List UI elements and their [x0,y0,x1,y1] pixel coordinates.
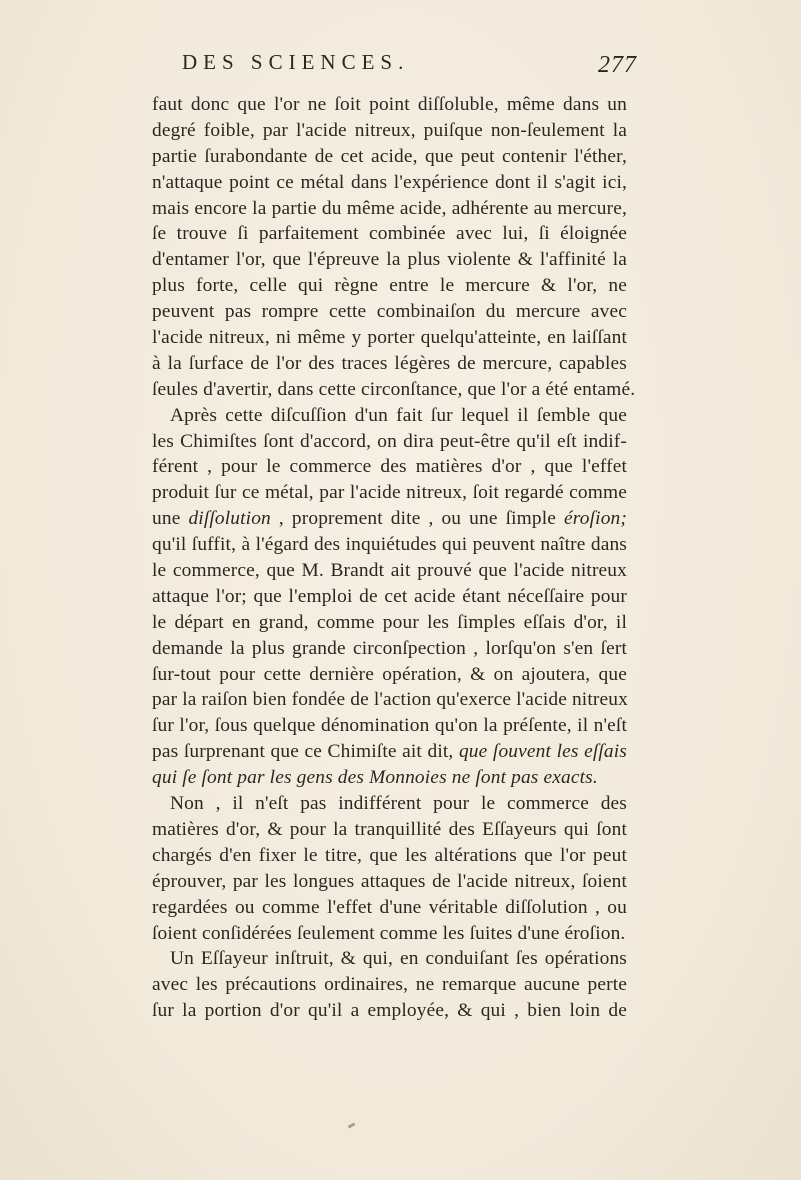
text-line: ſeules d'avertir, dans cette circonſtance, que l'or a été entamé. [152,378,636,400]
paragraph-start-line: Non , il n'eſt pas indifférent pour le commerce des [170,793,627,815]
paper-speck [348,1122,356,1128]
running-head [0,50,801,90]
text-line: qu'il ſuffit, à l'égard des inquiétudes qui peuvent naître dans [152,534,627,556]
text-line: regardées ou comme l'effet d'une véritable diſſolution , ou [152,896,627,918]
text-line: plus forte, celle qui règne entre le mercure & l'or, ne [152,275,627,297]
text-line: pas ſurprenant que ce Chimiſte ait dit, que ſouvent les eſſais [152,741,628,763]
text-line: d'entamer l'or, que l'épreuve la plus violente & l'affinité la [152,249,627,271]
text-line: éprouver, par les longues attaques de l'acide nitreux, ſoient [152,870,627,892]
text-line: attaque l'or; que l'emploi de cet acide étant néceſſaire pour [152,585,627,607]
text-line: le départ en grand, comme pour les ſimples eſſais d'or, il [152,611,627,633]
text-line [152,765,627,791]
text-line: demande la plus grande circonſpection , lorſqu'on s'en ſert [152,637,627,659]
text-line: une diſſolution , proprement dite , ou une ſimple éroſion; [152,508,627,530]
text-line: partie ſurabondante de cet acide, que peut contenir l'éther, [152,145,627,167]
italic-quote: que ſouvent les eſſais [458,741,628,763]
text-line: ſur l'or, ſous quelque dénomination qu'on la préſente, il n'eſt [152,715,627,737]
paragraph-start-line: Un Eſſayeur inſtruit, & qui, en conduiſant ſes opérations [170,948,627,970]
text-line: férent , pour le commerce des matières d'or , que l'effet [152,456,627,478]
text-line: produit ſur ce métal, par l'acide nitreux, ſoit regardé comme [152,482,627,504]
text-line: n'attaque point ce métal dans l'expérience dont il s'agit ici, [152,171,627,193]
text-line: degré foible, par l'acide nitreux, puiſque non-ſeulement la [152,119,627,141]
text-line: ſur la portion d'or qu'il a employée, & qui , bien loin de [152,1000,627,1022]
page-number: 277 [598,52,637,78]
text-line: ſe trouve ſi parfaitement combinée avec lui, ſi éloignée [152,223,627,245]
text-line: l'acide nitreux, ni même y porter quelqu'atteinte, en laiſſant [152,327,627,349]
text-line: ſur-tout pour cette dernière opération, & on ajoutera, que [152,663,627,685]
text-line: peuvent pas rompre cette combinaiſon du mercure avec [152,301,627,323]
text-line: le commerce, que M. Brandt ait prouvé que l'acide nitreux [152,560,627,582]
text-line: à la ſurface de l'or des traces légères de mercure, capables [152,352,627,374]
paragraph-start-line: Après cette diſcuſſion d'un fait ſur lequel il ſemble que [170,404,627,426]
text-line: ſoient conſidérées ſeulement comme les ſuites d'une éroſion. [152,922,626,944]
text-line: avec les précautions ordinaires, ne remarque aucune perte [152,974,627,996]
italic-term: éroſion; [564,508,627,530]
text-line: chargés d'en fixer le titre, que les altérations que l'or peut [152,844,627,866]
text-line: faut donc que l'or ne ſoit point diſſoluble, même dans un [152,94,627,115]
text-line: matières d'or, & pour la tranquillité des Eſſayeurs qui ſont [152,818,627,840]
text-line: les Chimiſtes ſont d'accord, on dira peut-être qu'il eſt indif- [152,430,627,452]
italic-term: diſſolution [188,508,271,530]
text-line: par la raiſon bien fondée de l'action qu'exerce l'acide nitreux [152,689,628,711]
body-text [152,92,636,1024]
italic-quote: qui ſe ſont par les gens des Monnoies ne ſont pas exacts. [152,767,598,789]
running-title: DES SCIENCES. [182,50,410,74]
text-line: mais encore la partie du même acide, adhérente au mercure, [152,197,627,219]
